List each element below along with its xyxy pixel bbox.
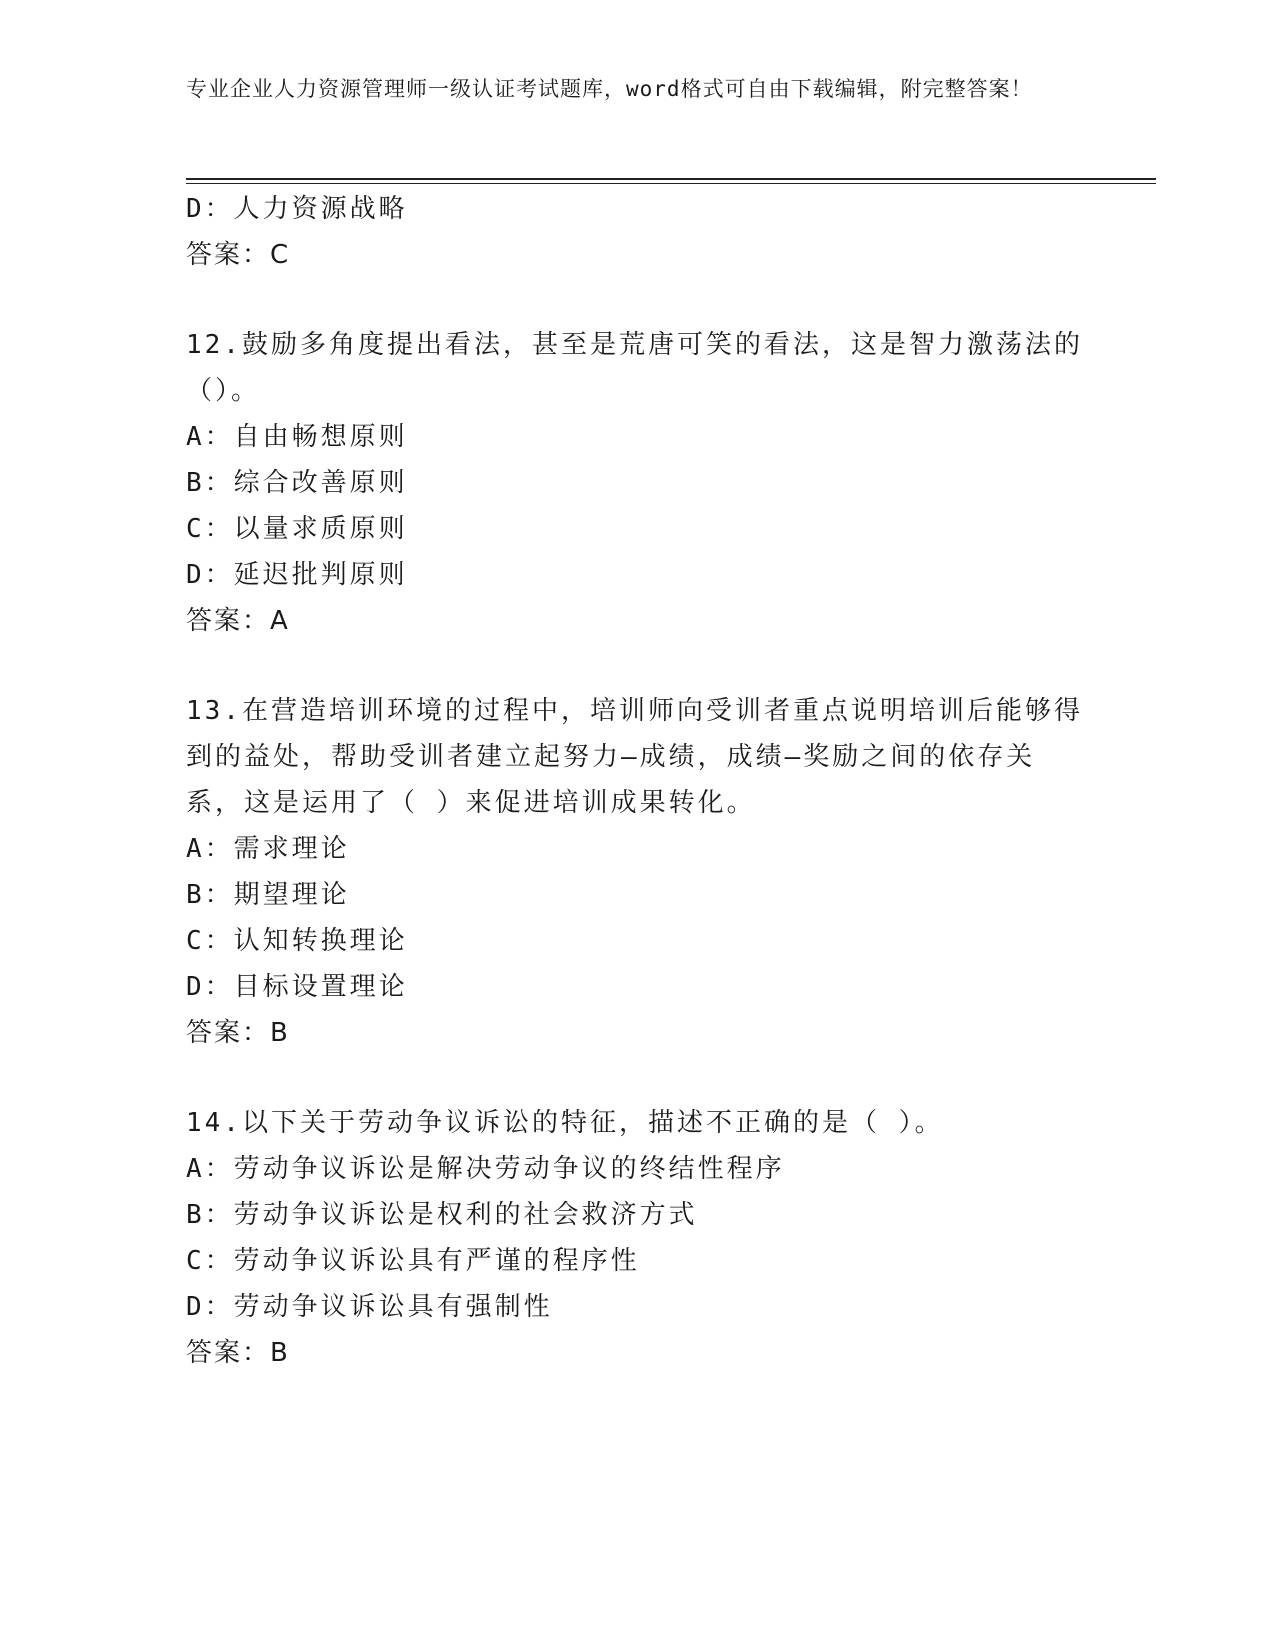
question-list (186, 186, 1086, 1376)
option-b: B：综合改善原则 (186, 468, 408, 498)
option-c: C：劳动争议诉讼具有严谨的程序性 (186, 1246, 640, 1276)
header-divider-thick (186, 178, 1156, 180)
option-b: B：劳动争议诉讼是权利的社会救济方式 (186, 1200, 698, 1230)
answer-line: 答案：C (186, 240, 291, 270)
option-a: A：自由畅想原则 (186, 422, 408, 452)
answer-line: 答案：A (186, 606, 290, 636)
question-stem: 14.以下关于劳动争议诉讼的特征，描述不正确的是（ ）。 (186, 1108, 944, 1138)
option-b: B：期望理论 (186, 880, 350, 910)
option-d: D：人力资源战略 (186, 194, 408, 224)
option-a: A：劳动争议诉讼是解决劳动争议的终结性程序 (186, 1154, 785, 1184)
question-stem: 12.鼓励多角度提出看法，甚至是荒唐可笑的看法，这是智力激荡法的（）。 (186, 330, 1083, 406)
question-block (186, 688, 1086, 1056)
option-c: C：以量求质原则 (186, 514, 408, 544)
option-a: A：需求理论 (186, 834, 350, 864)
option-d: D：目标设置理论 (186, 972, 408, 1002)
option-c: C：认知转换理论 (186, 926, 408, 956)
answer-line: 答案：B (186, 1338, 290, 1368)
header-divider-thin (186, 183, 1156, 184)
option-d: D：劳动争议诉讼具有强制性 (186, 1292, 553, 1322)
option-d: D：延迟批判原则 (186, 560, 408, 590)
question-stem: 13.在营造培训环境的过程中，培训师向受训者重点说明培训后能够得到的益处，帮助受训者建立起努力—成绩，成绩—奖励之间的依存关系，这是运用了（ ）来促进培训成果转化。 (186, 696, 1083, 818)
question-block (186, 1100, 1086, 1376)
question-block (186, 322, 1086, 644)
answer-line: 答案：B (186, 1018, 290, 1048)
page-header: 专业企业人力资源管理师一级认证考试题库，word格式可自由下载编辑，附完整答案！ (186, 77, 1033, 101)
